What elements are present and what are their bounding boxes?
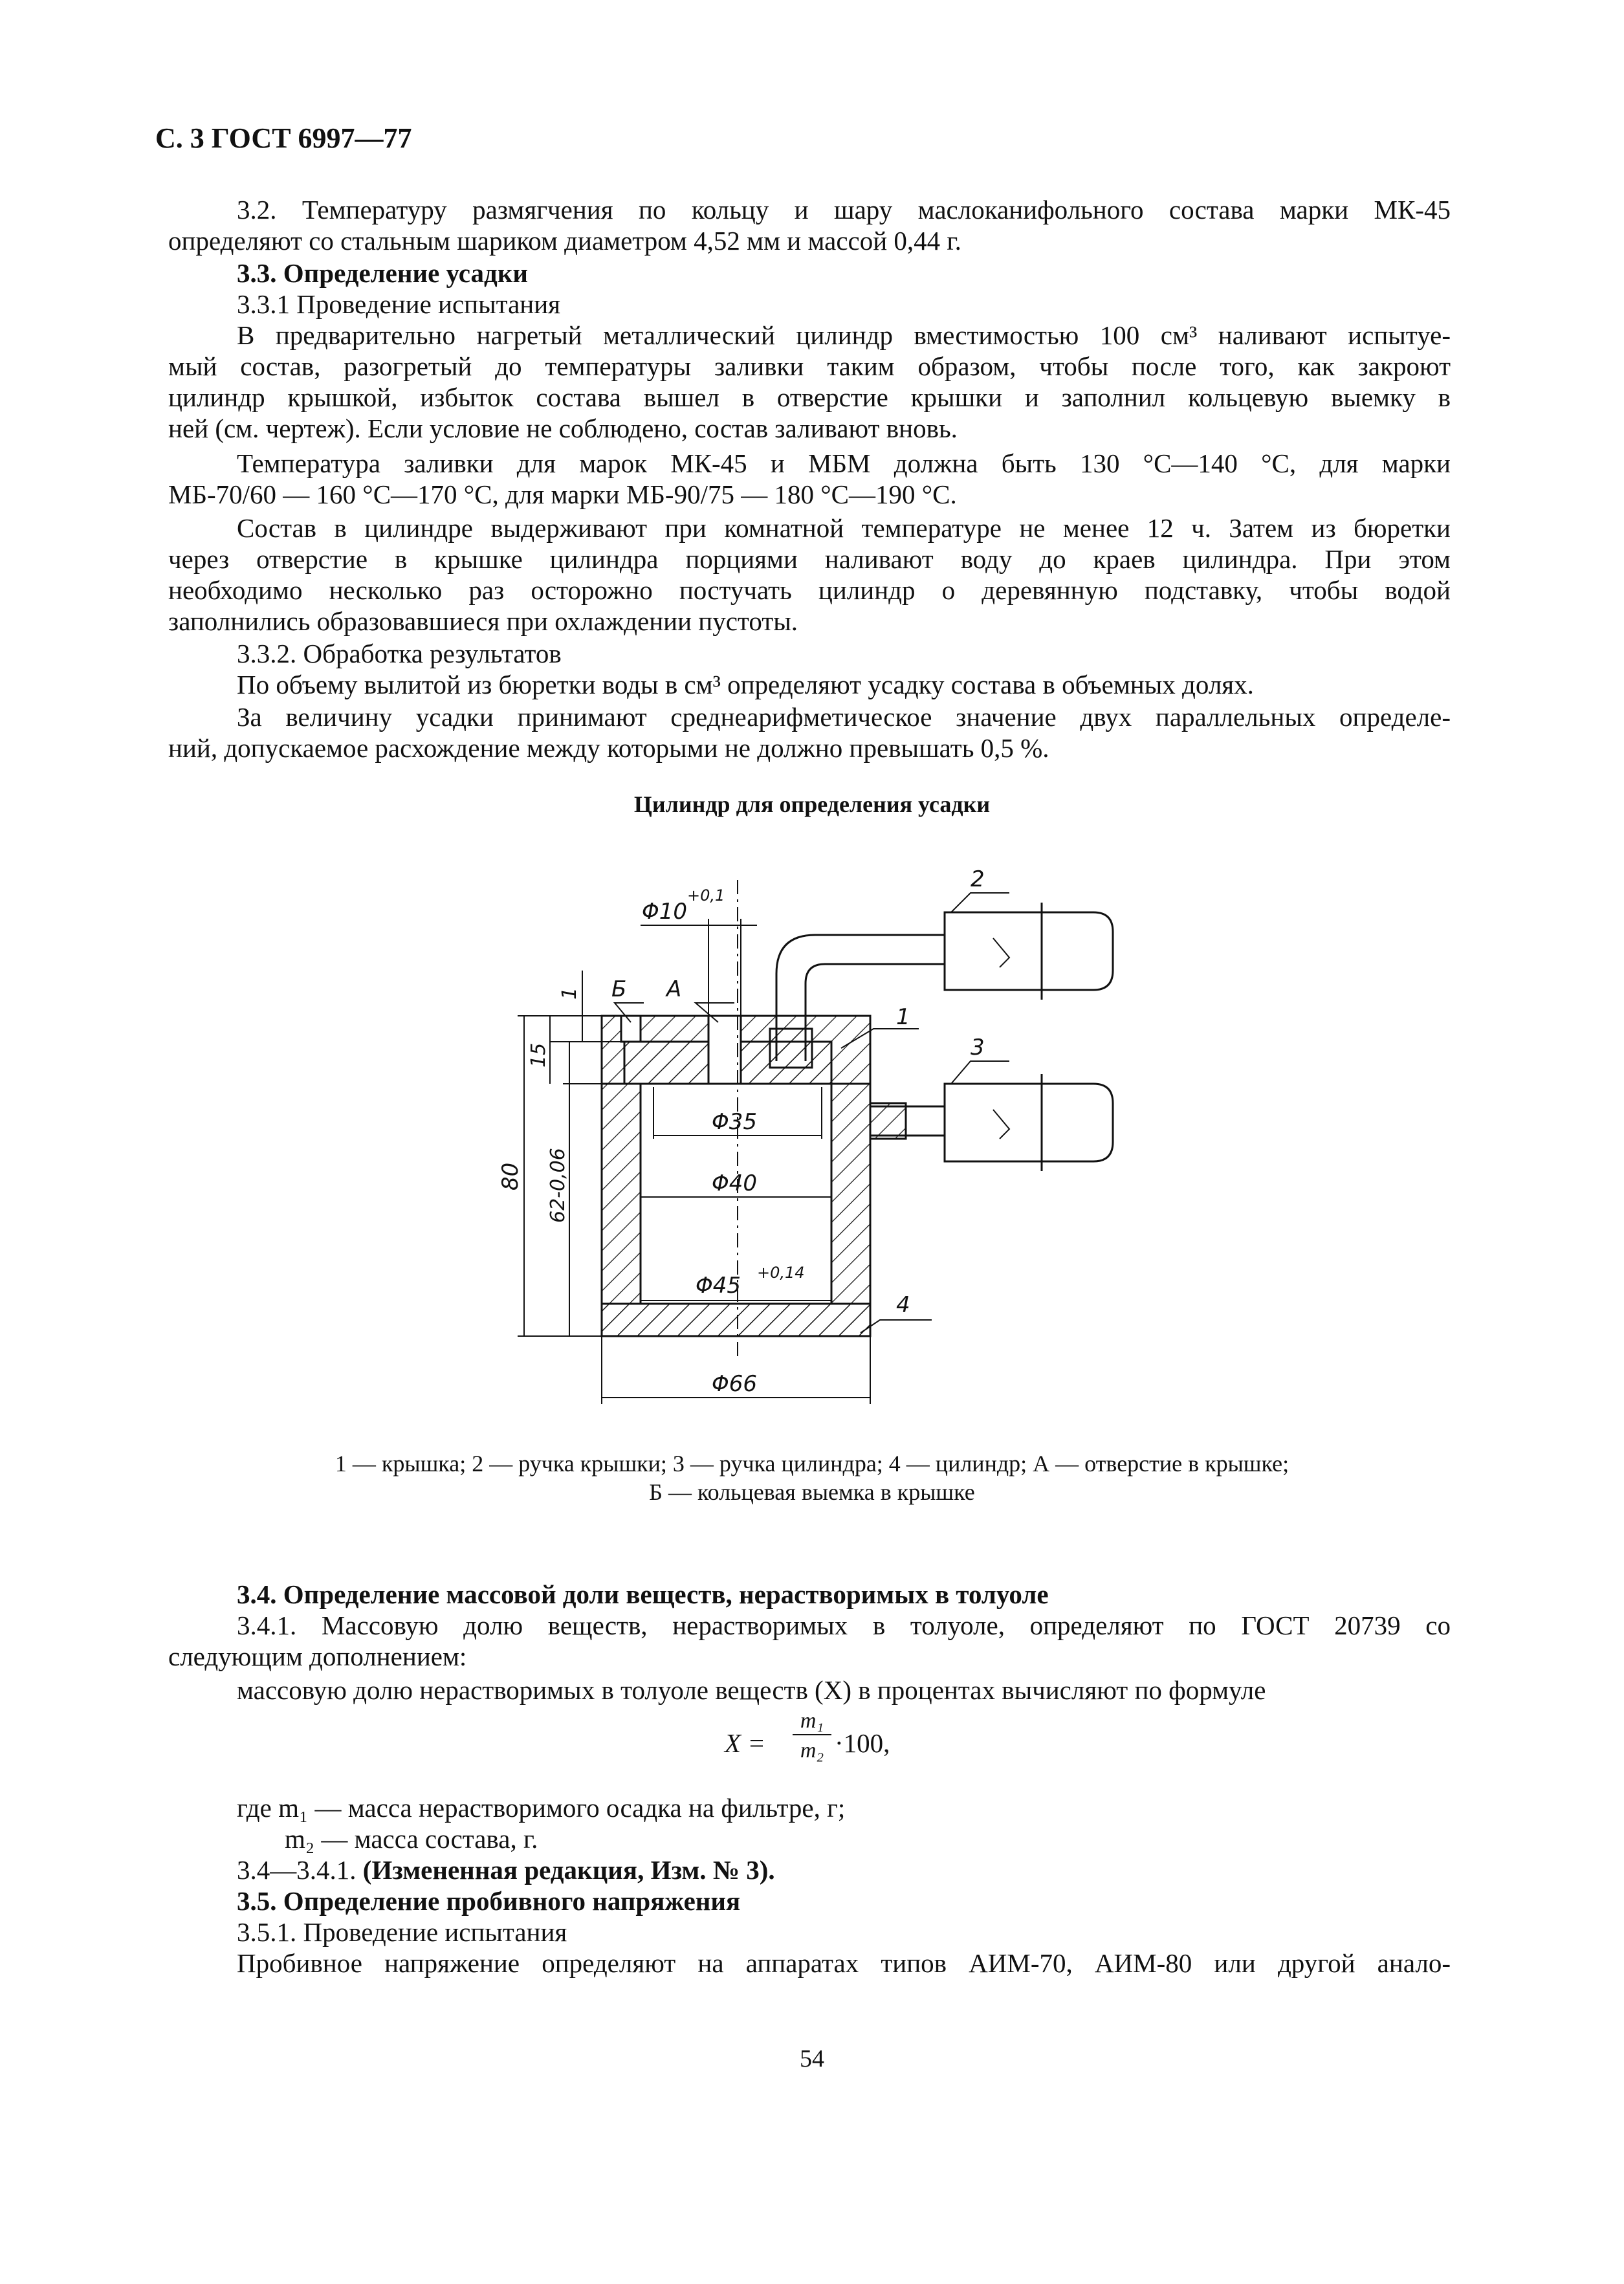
formula-denominator: m₂ <box>800 1739 824 1762</box>
lid-handle-grip <box>945 912 1113 990</box>
pcyl-line2: через отверстие в крышке цилиндра порциями наливают воду до краев цилиндра. При этом <box>168 544 1451 574</box>
p332: По объему вылитой из бюретки воды в см³ определяют усадку состава в объемных долях. <box>237 670 1254 699</box>
label-h80: 80 <box>498 1162 523 1191</box>
p341-line3: массовую долю нерастворимых в толуоле веществ (X) в процентах вычисляют по формуле <box>237 1675 1266 1705</box>
label-d35: Φ35 <box>712 1109 758 1135</box>
label-d40: Φ40 <box>712 1170 758 1196</box>
heading-3-5-1: 3.5.1. Проведение испытания <box>237 1917 567 1947</box>
heading-3-3-2: 3.3.2. Обработка результатов <box>237 639 562 668</box>
page-number: 54 <box>800 2045 824 2072</box>
figure-caption-line1: 1 — крышка; 2 — ручка крышки; 3 — ручка цилиндра; 4 — цилиндр; А — отверстие в крышке; <box>335 1451 1289 1477</box>
label-a: А <box>666 976 682 1002</box>
pcyl-line4: заполнились образовавшиеся при охлаждении пустоты. <box>168 606 798 636</box>
lid-groove-b <box>621 1016 641 1042</box>
label-2: 2 <box>971 866 985 892</box>
p32-line1: 3.2. Температуру размягчения по кольцу и шару маслоканифольного состава марки МК-45 <box>237 195 1451 225</box>
edit-range: 3.4—3.4.1. <box>237 1855 363 1885</box>
p331-line1: В предварительно нагретый металлический цилиндр вместимостью 100 см³ наливают испытуе- <box>237 320 1451 350</box>
cylinder-bottom <box>602 1304 870 1336</box>
pcyl-line3: необходимо несколько раз осторожно постучать цилиндр о деревянную подставку, чтобы водой <box>168 575 1451 605</box>
figure-title: Цилиндр для определения усадки <box>633 791 991 817</box>
label-h15: 15 <box>527 1042 550 1068</box>
heading-3-4: 3.4. Определение массовой доли веществ, нерастворимых в толуоле <box>237 1579 1049 1609</box>
label-d45-tol: +0,14 <box>757 1264 805 1282</box>
pavg-line1: За величину усадки принимают среднеарифметическое значение двух параллельных определе- <box>237 702 1451 732</box>
figure-caption-line2: Б — кольцевая выемка в крышке <box>649 1479 975 1505</box>
formula-numerator: m₁ <box>793 1708 831 1735</box>
edit-note <box>237 1854 1624 1885</box>
ptemp-line2: МБ-70/60 — 160 °С—170 °С, для марки МБ-90/75 — 180 °С—190 °С. <box>168 479 957 509</box>
label-4: 4 <box>896 1292 910 1318</box>
leader-3 <box>951 1061 1009 1084</box>
label-b: Б <box>611 976 627 1002</box>
label-h62: 62-0,06 <box>547 1148 569 1223</box>
where-line2: m₂ — масса состава, г. <box>285 1824 538 1854</box>
label-3: 3 <box>971 1035 985 1060</box>
p341-line1: 3.4.1. Массовую долю веществ, нерастворимых в толуоле, определяют по ГОСТ 20739 со <box>237 1610 1451 1640</box>
label-h1: 1 <box>558 987 581 1000</box>
edit-note-bold: (Измененная редакция, Изм. № 3). <box>362 1855 775 1885</box>
p331-line4: ней (см. чертеж). Если условие не соблюдено, состав заливают вновь. <box>168 413 958 443</box>
heading-3-3-1: 3.3.1 Проведение испытания <box>237 289 561 319</box>
p351: Пробивное напряжение определяют на аппаратах типов АИМ-70, АИМ-80 или другой анало- <box>237 1948 1451 1978</box>
page-header: С. 3 ГОСТ 6997—77 <box>155 122 412 154</box>
cylinder-handle-grip <box>945 1084 1113 1161</box>
dim-d10 <box>641 919 757 1016</box>
formula-lhs: X = <box>725 1728 765 1758</box>
leader-2 <box>951 893 1009 912</box>
p32-line2: определяют со стальным шариком диаметром 4,52 мм и массой 0,44 г. <box>168 226 961 256</box>
lid-hole-a <box>708 1016 741 1084</box>
p331-line3: цилиндр крышкой, избыток состава вышел в отверстие крышки и заполнил кольцевую выемку в <box>168 382 1451 412</box>
label-1: 1 <box>896 1004 910 1030</box>
p341-line2: следующим дополнением: <box>168 1642 467 1671</box>
heading-3-5: 3.5. Определение пробивного напряжения <box>237 1886 741 1916</box>
label-d10-tol: +0,1 <box>687 886 725 905</box>
lid-handle-joint <box>770 1029 812 1068</box>
label-d66: Φ66 <box>712 1371 758 1397</box>
pcyl-line1: Состав в цилиндре выдерживают при комнатной температуре не менее 12 ч. Затем из бюретки <box>237 513 1451 543</box>
ptemp-line1: Температура заливки для марок МК-45 и МБМ должна быть 130 °С—140 °С, для марки <box>237 448 1451 478</box>
formula-rhs: ·100, <box>835 1728 890 1758</box>
heading-3-3: 3.3. Определение усадки <box>237 258 528 288</box>
where-line1: где m₁ — масса нерастворимого осадка на фильтре, г; <box>237 1793 846 1823</box>
label-d45: Φ45 <box>696 1273 741 1299</box>
pavg-line2: ний, допускаемое расхождение между которыми не должно превышать 0,5 %. <box>168 733 1049 763</box>
label-d10: Φ10 <box>642 899 688 925</box>
p331-line2: мый состав, разогретый до температуры заливки таким образом, чтобы после того, как закроют <box>168 351 1451 381</box>
